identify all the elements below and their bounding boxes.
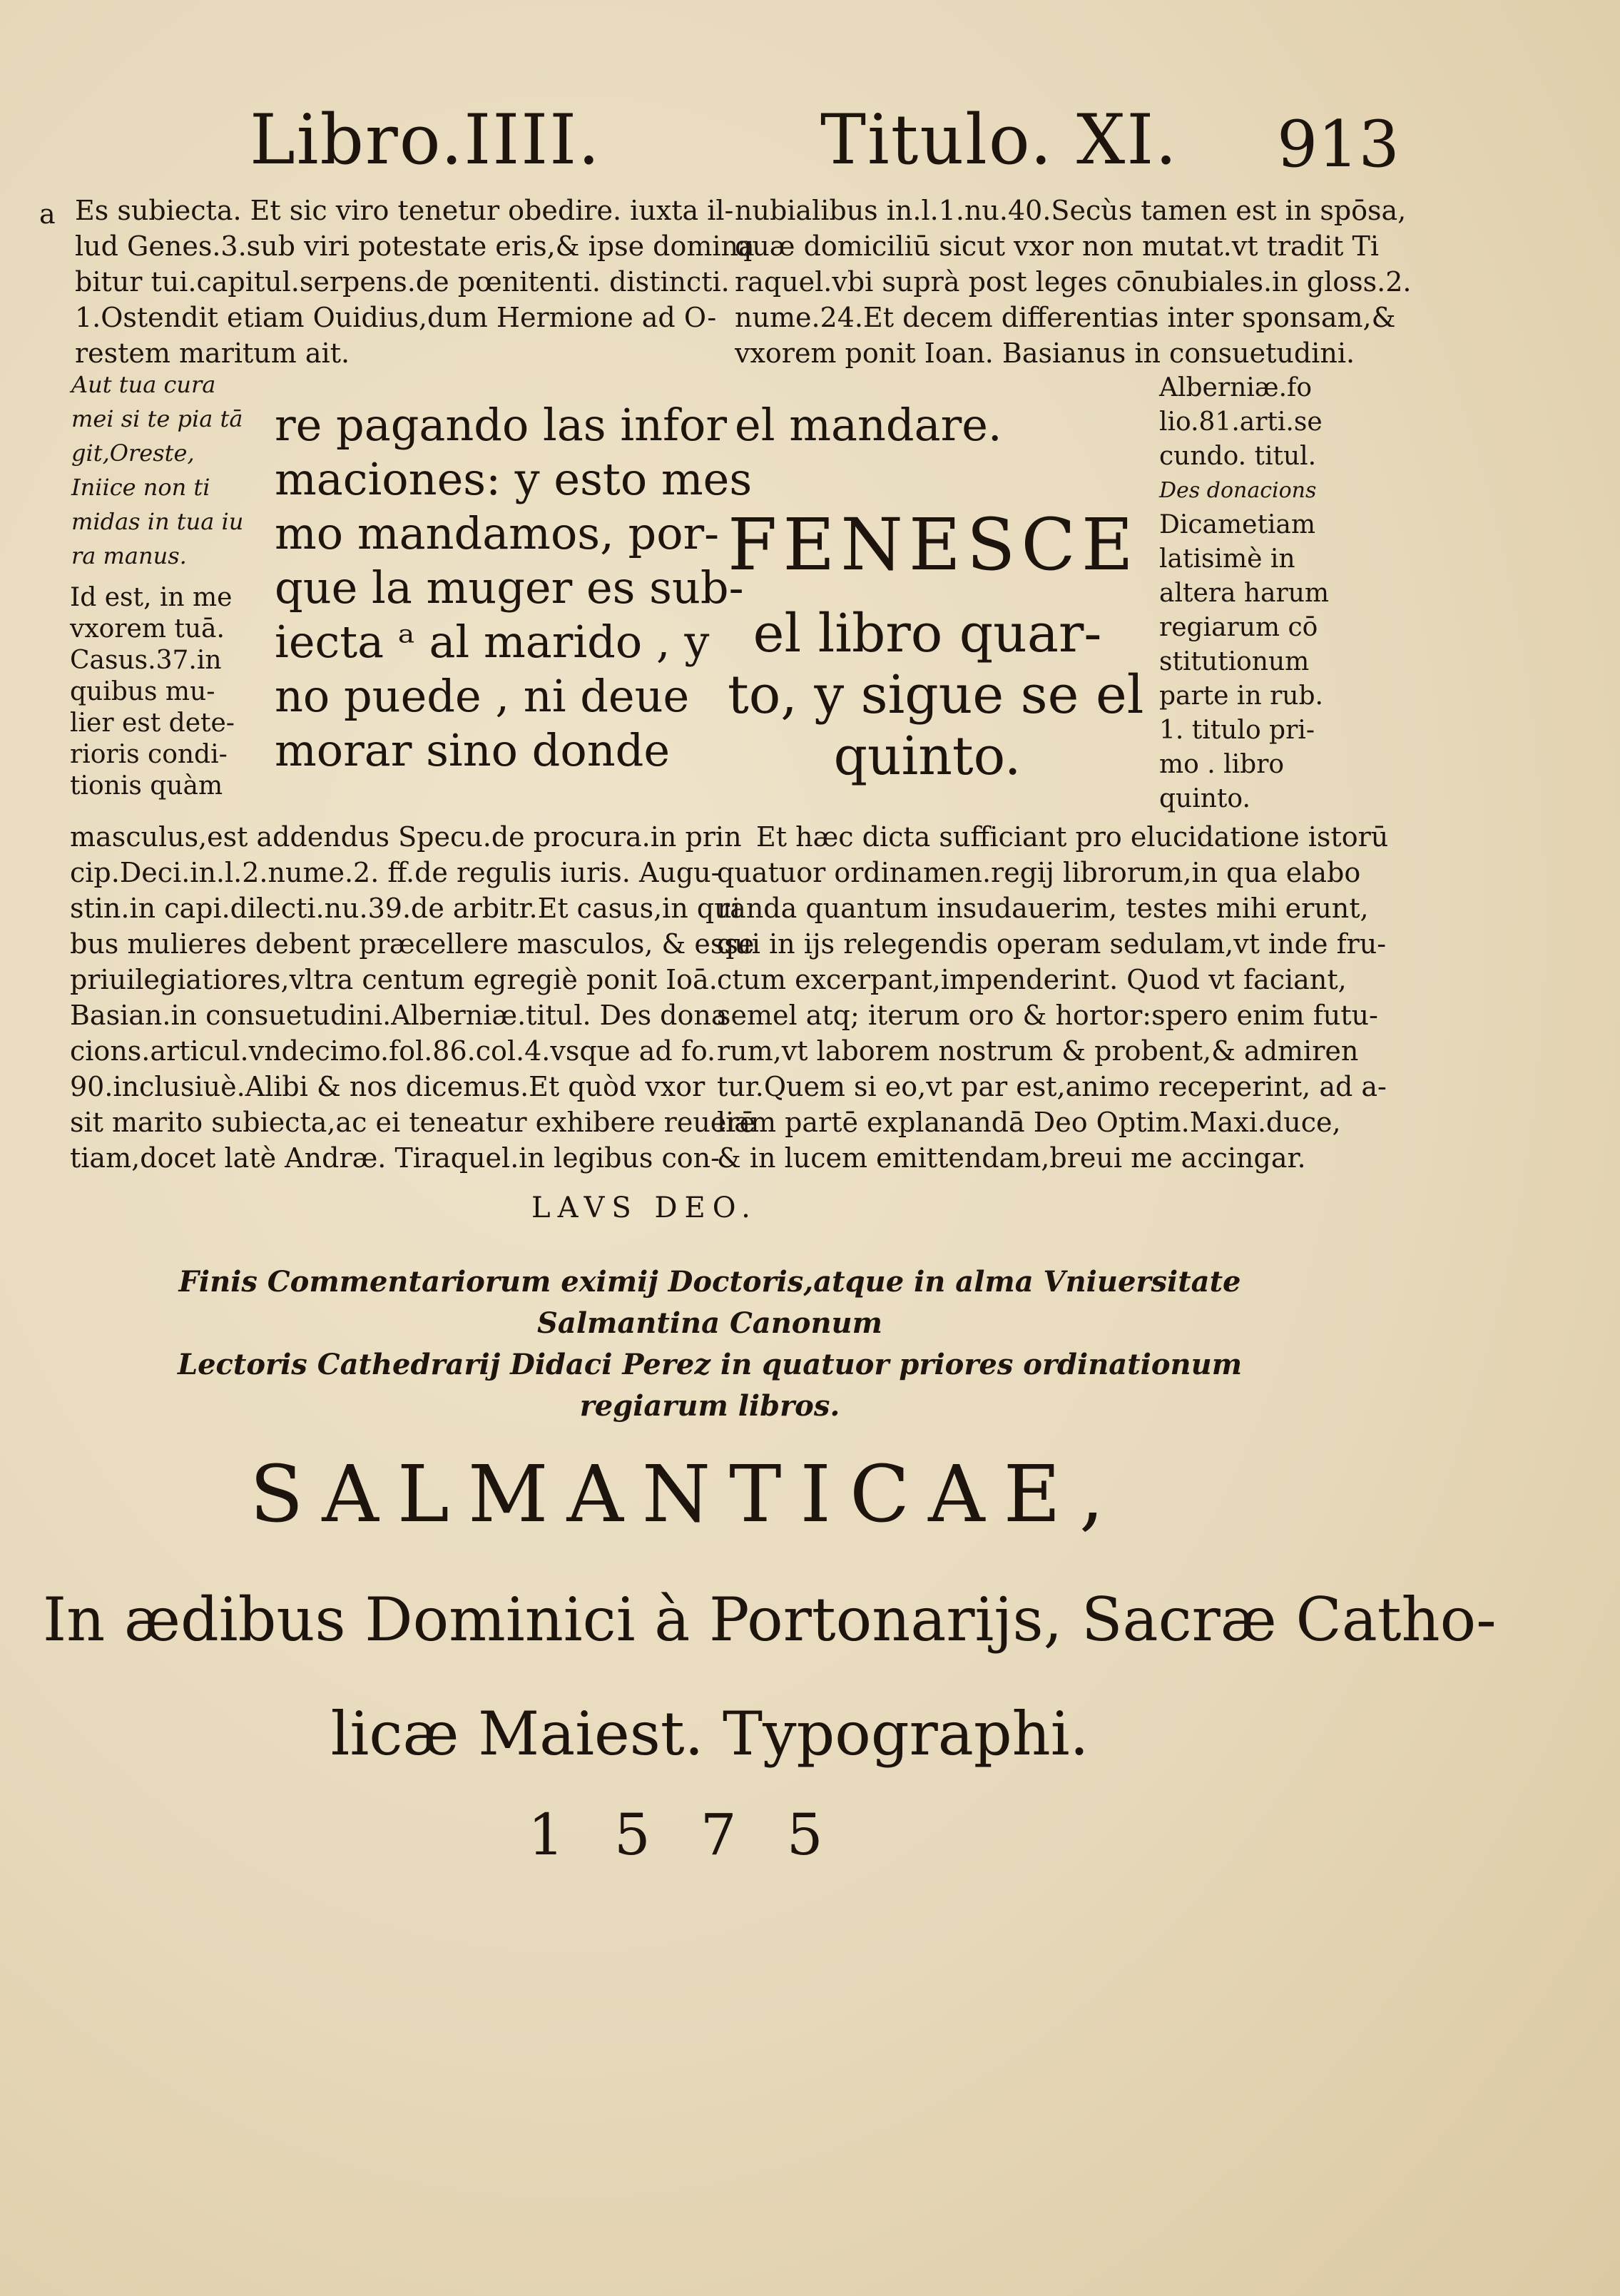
text-line: Es subiecta. Et sic viro tenetur obedire. iuxta il- xyxy=(75,195,734,226)
text-line: quibus mu- xyxy=(70,677,215,706)
footnote-marker: a xyxy=(39,198,56,230)
text-line: nume.24.Et decem differentias inter sponsam,& xyxy=(735,302,1396,333)
text-line: stin.in capi.dilecti.nu.39.de arbitr.Et casus,in qui xyxy=(70,893,740,924)
statute-line: re pagando las infor xyxy=(275,399,727,451)
text-line: priuilegiatiores,vltra centum egregiè ponit Ioā. xyxy=(70,964,718,995)
subheading-line: el libro quar- xyxy=(753,603,1102,664)
laus-deo: LAVS DEO. xyxy=(531,1192,758,1224)
note-line: midas in tua iu xyxy=(71,508,244,535)
text-line: lud Genes.3.sub viri potestate eris,& ipse domina xyxy=(75,230,755,262)
imprint-line: licæ Maiest. Typographi. xyxy=(330,1699,1089,1769)
colophon-line: regiarum libros. xyxy=(579,1389,840,1423)
text-line: Et hæc dicta sufficiant pro elucidatione istorū xyxy=(756,821,1389,853)
fenesce-heading: FENESCE xyxy=(728,503,1139,586)
note-line: git,Oreste, xyxy=(71,440,195,467)
text-line: restem maritum ait. xyxy=(75,337,350,369)
text-line: vxorem ponit Ioan. Basianus in consuetudini. xyxy=(735,337,1355,369)
text-line: bus mulieres debent præcellere masculos, & esse xyxy=(70,928,755,960)
colophon-finis xyxy=(100,1261,1320,1427)
imprint-printer xyxy=(43,1563,1497,1791)
note-line: cundo. titul. xyxy=(1159,442,1317,471)
text-line: 1.Ostendit etiam Ouidius,dum Hermione ad O- xyxy=(75,302,717,333)
imprint-city: SALMANTICAE, xyxy=(250,1448,1123,1540)
subheading-line: quinto. xyxy=(833,726,1022,787)
text-line: tionis quàm xyxy=(70,771,223,801)
text-line: tur.Quem si eo,vt par est,animo receperint, ad a- xyxy=(717,1071,1387,1102)
text-line: quatuor ordinamen.regij librorum,in qua elabo xyxy=(717,857,1361,888)
text-line: semel atq; iterum oro & hortor:spero enim futu- xyxy=(717,1000,1378,1031)
text-line: & in lucem emittendam,breui me accingar. xyxy=(717,1142,1306,1174)
note-line: ra manus. xyxy=(71,542,187,569)
fenesce-subheading xyxy=(728,603,1144,787)
statute-line: no puede , ni deue xyxy=(275,670,690,722)
statute-line: morar sino donde xyxy=(275,724,671,776)
statute-line: que la muger es sub- xyxy=(275,562,744,614)
text-line: lier est dete- xyxy=(70,708,235,738)
colophon-line: Lectoris Cathedrarij Didaci Perez in quatuor priores ordinationum xyxy=(177,1348,1243,1381)
note-line: latisimè in xyxy=(1159,544,1295,574)
note-line: Des donacions xyxy=(1159,478,1317,503)
text-line: raquel.vbi suprà post leges cōnubiales.in gloss.2. xyxy=(735,266,1412,298)
text-line: cip.Deci.in.l.2.nume.2. ff.de regulis iuris. Augu- xyxy=(70,857,720,888)
running-header-book: Libro.IIII. xyxy=(250,100,601,180)
note-line: altera harum xyxy=(1159,579,1330,608)
note-line: quinto. xyxy=(1159,784,1250,813)
text-line: tiam,docet latè Andræ. Tiraquel.in legibus con- xyxy=(70,1142,720,1174)
subheading-line: to, y sigue se el xyxy=(728,664,1144,726)
text-line: rum,vt laborem nostrum & probent,& admiren xyxy=(717,1035,1359,1067)
running-header-title: Titulo. XI. xyxy=(820,100,1178,180)
note-line: mo . libro xyxy=(1159,750,1285,779)
colophon-line: Finis Commentariorum eximij Doctoris,atque in alma Vniuersitate Salmantina Canonum xyxy=(178,1265,1241,1340)
text-line: liam partē explanandā Deo Optim.Maxi.duce, xyxy=(717,1107,1341,1138)
text-line: Basian.in consuetudini.Alberniæ.titul. Des dona xyxy=(70,1000,728,1031)
statute-line: iecta ᵃ al marido , y xyxy=(275,616,710,668)
page-number: 913 xyxy=(1277,107,1400,182)
text-line: qui in ijs relegendis operam sedulam,vt inde fru- xyxy=(717,928,1387,960)
note-line: stitutionum xyxy=(1159,647,1310,676)
text-line: masculus,est addendus Specu.de procura.in prin xyxy=(70,821,742,853)
text-line: bitur tui.capitul.serpens.de pœnitenti. distincti. xyxy=(75,266,730,298)
text-line: Casus.37.in xyxy=(70,646,222,675)
text-line: 90.inclusiuè.Alibi & nos dicemus.Et quòd vxor xyxy=(70,1071,705,1102)
note-line: 1. titulo pri- xyxy=(1159,716,1315,745)
text-line: rioris condi- xyxy=(70,740,228,769)
text-line: ctum excerpant,impenderint. Quod vt faciant, xyxy=(717,964,1347,995)
note-line: regiarum cō xyxy=(1159,613,1318,642)
text-line: randa quantum insudauerim, testes mihi erunt, xyxy=(717,893,1369,924)
note-line: Dicametiam xyxy=(1159,510,1316,539)
note-line: parte in rub. xyxy=(1159,681,1323,711)
note-line: mei si te pia tā xyxy=(71,405,243,432)
text-line: vxorem tuā. xyxy=(70,614,225,644)
text-line: sit marito subiecta,ac ei teneatur exhibere reuerē xyxy=(70,1107,755,1138)
statute-line: mo mandamos, por- xyxy=(275,507,720,559)
imprint-year: 1575 xyxy=(528,1802,873,1868)
note-line: Alberniæ.fo xyxy=(1159,373,1313,402)
text-line: nubialibus in.l.1.nu.40.Secùs tamen est in spōsa, xyxy=(735,195,1407,226)
note-line: Aut tua cura xyxy=(71,371,216,398)
note-line: lio.81.arti.se xyxy=(1159,407,1323,437)
note-line: Iniice non ti xyxy=(71,474,210,501)
text-line: quæ domiciliū sicut vxor non mutat.vt tradit Ti xyxy=(735,230,1379,262)
text-line: cions.articul.vndecimo.fol.86.col.4.vsque ad fo. xyxy=(70,1035,716,1067)
statute-text-right: el mandare. xyxy=(735,399,1002,451)
imprint-line: In ædibus Dominici à Portonarijs, Sacræ Catho- xyxy=(43,1585,1497,1655)
text-line: Id est, in me xyxy=(70,583,233,612)
statute-line: maciones: y esto mes xyxy=(275,453,753,505)
